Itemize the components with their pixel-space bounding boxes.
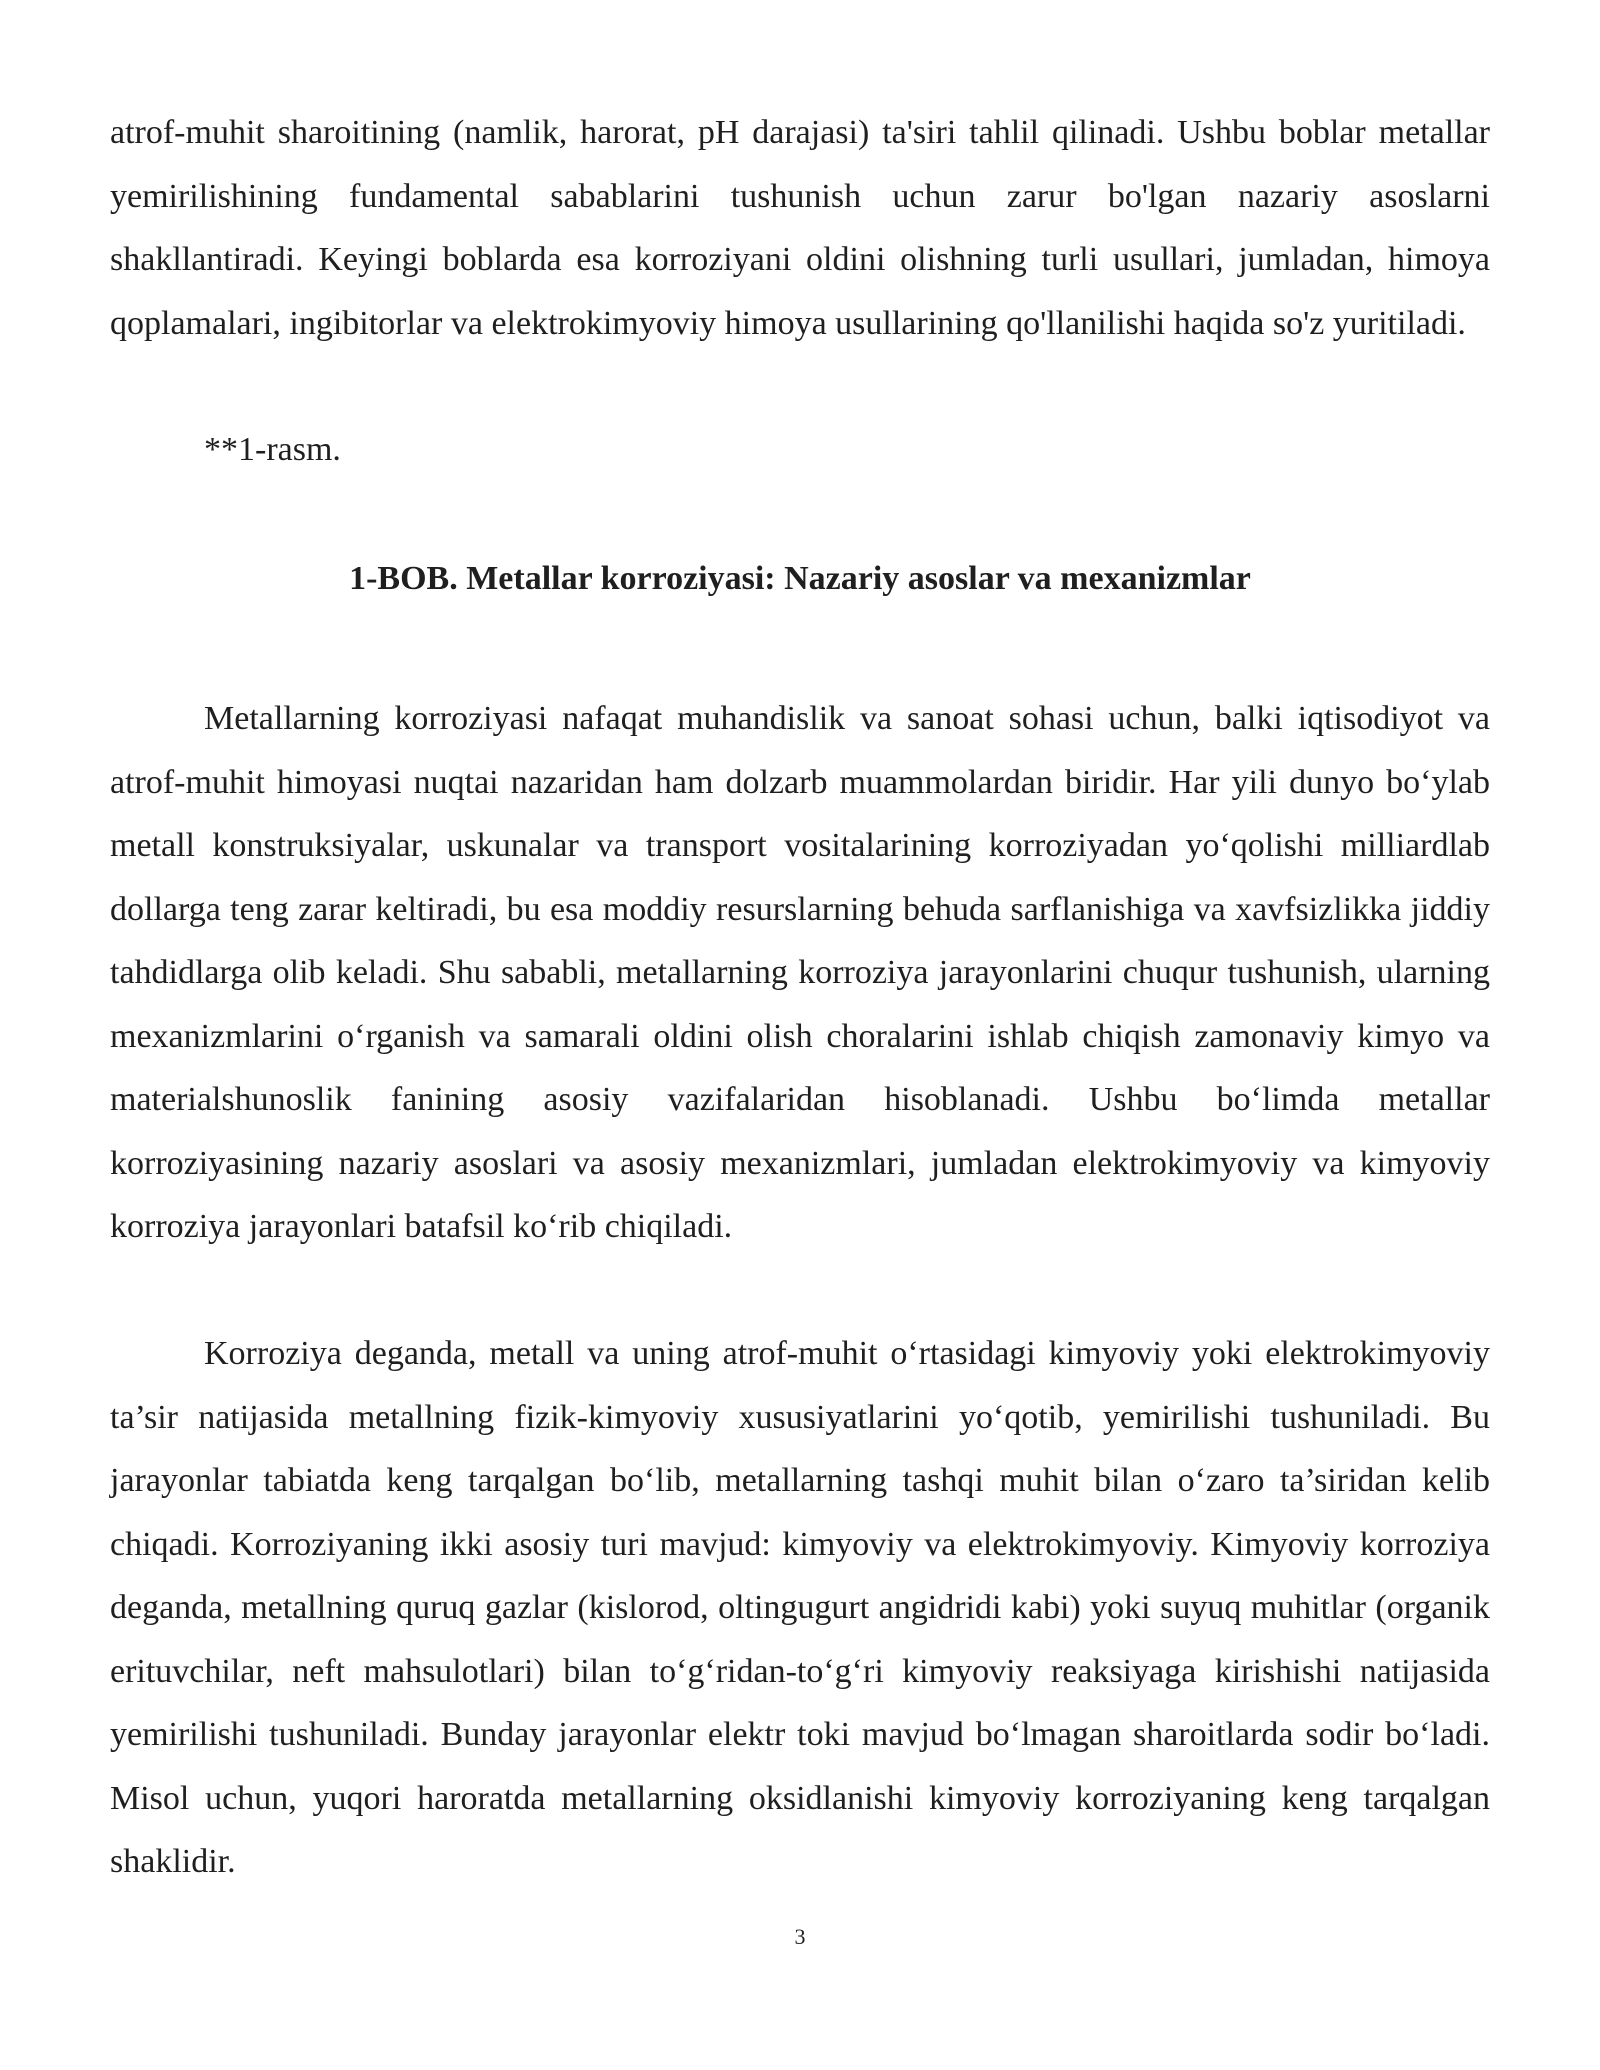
page-number: 3 [794, 1924, 806, 1949]
body-paragraph: Korroziya deganda, metall va uning atrof-muhit o‘rtasidagi kimyoviy yoki elektrokimyoviy ta’sir natijasida metallning fizik-kimyoviy xususiyatlarini yo‘qotib, yemirilishi tushuniladi. Bu jarayonlar tabiatda keng tarqalgan bo‘lib, metallarning tashqi muhit bilan o‘zaro ta’siridan kelib chiqadi. Korroziyaning ikki asosiy turi mavjud: kimyoviy va elektrokimyoviy. Kimyoviy korroziya deganda, metallning quruq gazlar (kislorod, oltingugurt angidridi kabi) yoki suyuq muhitlar (organik erituvchilar, neft mahsulotlari) bilan to‘g‘ridan-to‘g‘ri kimyoviy reaksiyaga kirishishi natijasida yemirilishi tushuniladi. Bunday jarayonlar elektr toki mavjud bo‘lmagan sharoitlarda sodir bo‘ladi. Misol uchun, yuqori haroratda metallarning oksidlanishi kimyoviy korroziyaning keng tarqalgan shaklidir. [110, 1335, 1490, 1880]
paragraph-continuation: atrof-muhit sharoitining (namlik, harorat, pH darajasi) ta'siri tahlil qilinadi. Ushbu boblar metallar yemirilishining fundamental sabablarini tushunish uchun zarur bo'lgan nazariy asoslarni shakllantiradi. Keyingi boblarda esa korroziyani oldini olishning turli usullari, jumladan, himoya qoplamalari, ingibitorlar va elektrokimyoviy himoya usullarining qo'llanilishi haqida so'z yuritiladi. [110, 114, 1490, 342]
body-paragraph: Metallarning korroziyasi nafaqat muhandislik va sanoat sohasi uchun, balki iqtisodiyot va atrof-muhit himoyasi nuqtai nazaridan ham dolzarb muammolardan biridir. Har yili dunyo bo‘ylab metall konstruksiyalar, uskunalar va transport vositalarining korroziyadan yo‘qolishi milliardlab dollarga teng zarar keltiradi, bu esa moddiy resurslarning behuda sarflanishiga va xavfsizlikka jiddiy tahdidlarga olib keladi. Shu sababli, metallarning korroziya jarayonlarini chuqur tushunish, ularning mexanizmlarini o‘rganish va samarali oldini olish choralarini ishlab chiqish zamonaviy kimyo va materialshunoslik fanining asosiy vazifalaridan hisoblanadi. Ushbu bo‘limda metallar korroziyasining nazariy asoslari va asosiy mexanizmlari, jumladan elektrokimyoviy va kimyoviy korroziya jarayonlari batafsil ko‘rib chiqiladi. [110, 700, 1490, 1245]
chapter-title: 1-BOB. Metallar korroziyasi: Nazariy asoslar va mexanizmlar [349, 560, 1251, 597]
figure-reference: **1-rasm. [204, 431, 341, 468]
